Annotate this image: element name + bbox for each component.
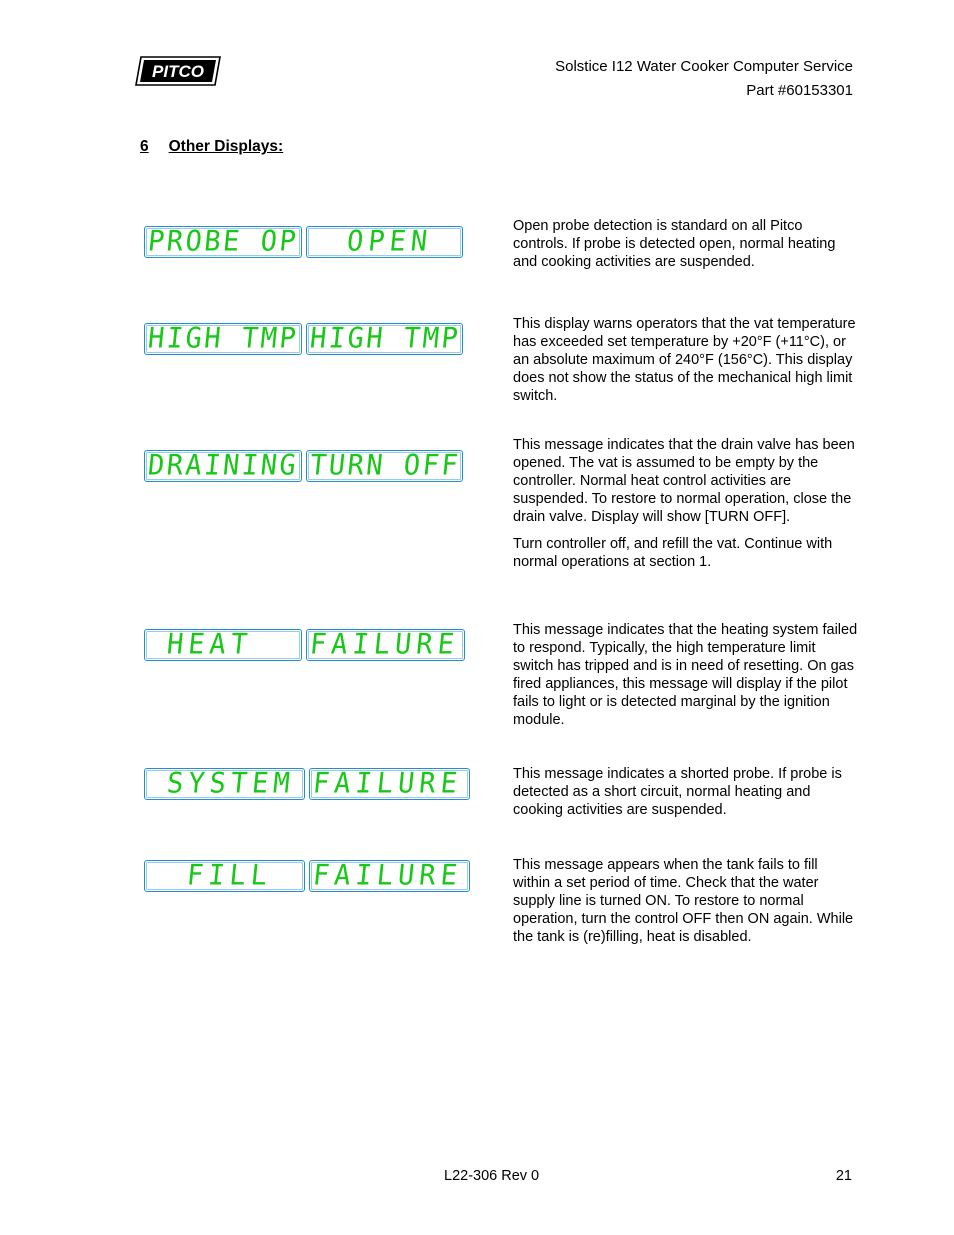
lcd-left-text: PROBE OP [146, 225, 300, 258]
lcd-right-display [306, 323, 463, 355]
display-description [513, 217, 858, 271]
lcd-left-display [144, 226, 302, 258]
section-number: 6 [140, 138, 149, 155]
logo-text: PITCO [152, 62, 204, 81]
lcd-right-text: FAILURE [311, 859, 464, 892]
part-number: Part #60153301 [746, 82, 853, 99]
pitco-logo [135, 56, 221, 86]
display-description [513, 436, 858, 571]
section-heading [140, 138, 283, 156]
lcd-right-display [306, 226, 463, 258]
display-description [513, 315, 858, 405]
lcd-right-display [309, 860, 470, 892]
description-paragraph: This message indicates that the heating system failed to respond. Typically, the high temperature limit switch has tripped and is in need of resetting. On gas fired appliances, this message will display if the pilot fails to light or is detected marginal by the ignition module. [513, 622, 858, 728]
footer-page-number: 21 [835, 1168, 852, 1184]
lcd-left-display [144, 323, 302, 355]
description-paragraph: This message indicates that the drain valve has been opened. The vat is assumed to be empty by the controller. Normal heat control activities are suspended. To restore to normal operation, close the drain valve. Display will show [TURN OFF]. [513, 437, 855, 525]
lcd-left-display [144, 450, 302, 482]
lcd-right-display [306, 629, 465, 661]
lcd-left-text: HIGH TMP [146, 322, 300, 355]
description-paragraph: This message appears when the tank fails to fill within a set period of time. Check that the water supply line is turned ON. To restore to normal operation, turn the control OFF then ON again. While the tank is (re)filling, heat is disabled. [513, 857, 854, 945]
lcd-left-display [144, 629, 302, 661]
description-paragraph: This display warns operators that the vat temperature has exceeded set temperature by +20°F (+11°C), or an absolute maximum of 240°F (156°C). This display does not show the status of the mechanical high limit switch. [513, 316, 856, 404]
lcd-right-text: TURN OFF [308, 449, 462, 482]
lcd-right-text: FAILURE [308, 628, 461, 661]
section-title: Other Displays: [168, 138, 284, 155]
description-paragraph: This message indicates a shorted probe. If probe is detected as a short circuit, normal heating and cooking activities are suspended. [513, 766, 842, 818]
description-paragraph: Turn controller off, and refill the vat. Continue with normal operations at section 1. [513, 536, 833, 570]
lcd-left-text: DRAINING [146, 449, 300, 482]
display-description [513, 856, 858, 946]
lcd-left-text: SYSTEM [165, 767, 297, 800]
document-title: Solstice I12 Water Cooker Computer Service [555, 58, 853, 75]
lcd-left-text: HEAT [165, 628, 254, 661]
lcd-right-display [309, 768, 470, 800]
lcd-left-display [144, 768, 305, 800]
lcd-right-text: HIGH TMP [308, 322, 462, 355]
lcd-right-text: FAILURE [311, 767, 464, 800]
display-description [513, 765, 858, 819]
lcd-left-text: FILL [185, 859, 274, 892]
lcd-left-display [144, 860, 305, 892]
display-description [513, 621, 858, 729]
lcd-right-text: OPEN [345, 225, 434, 258]
lcd-right-display [306, 450, 463, 482]
footer-doc-number: L22-306 Rev 0 [444, 1168, 540, 1184]
description-paragraph: Open probe detection is standard on all Pitco controls. If probe is detected open, normal heating and cooking activities are suspended. [513, 218, 836, 270]
